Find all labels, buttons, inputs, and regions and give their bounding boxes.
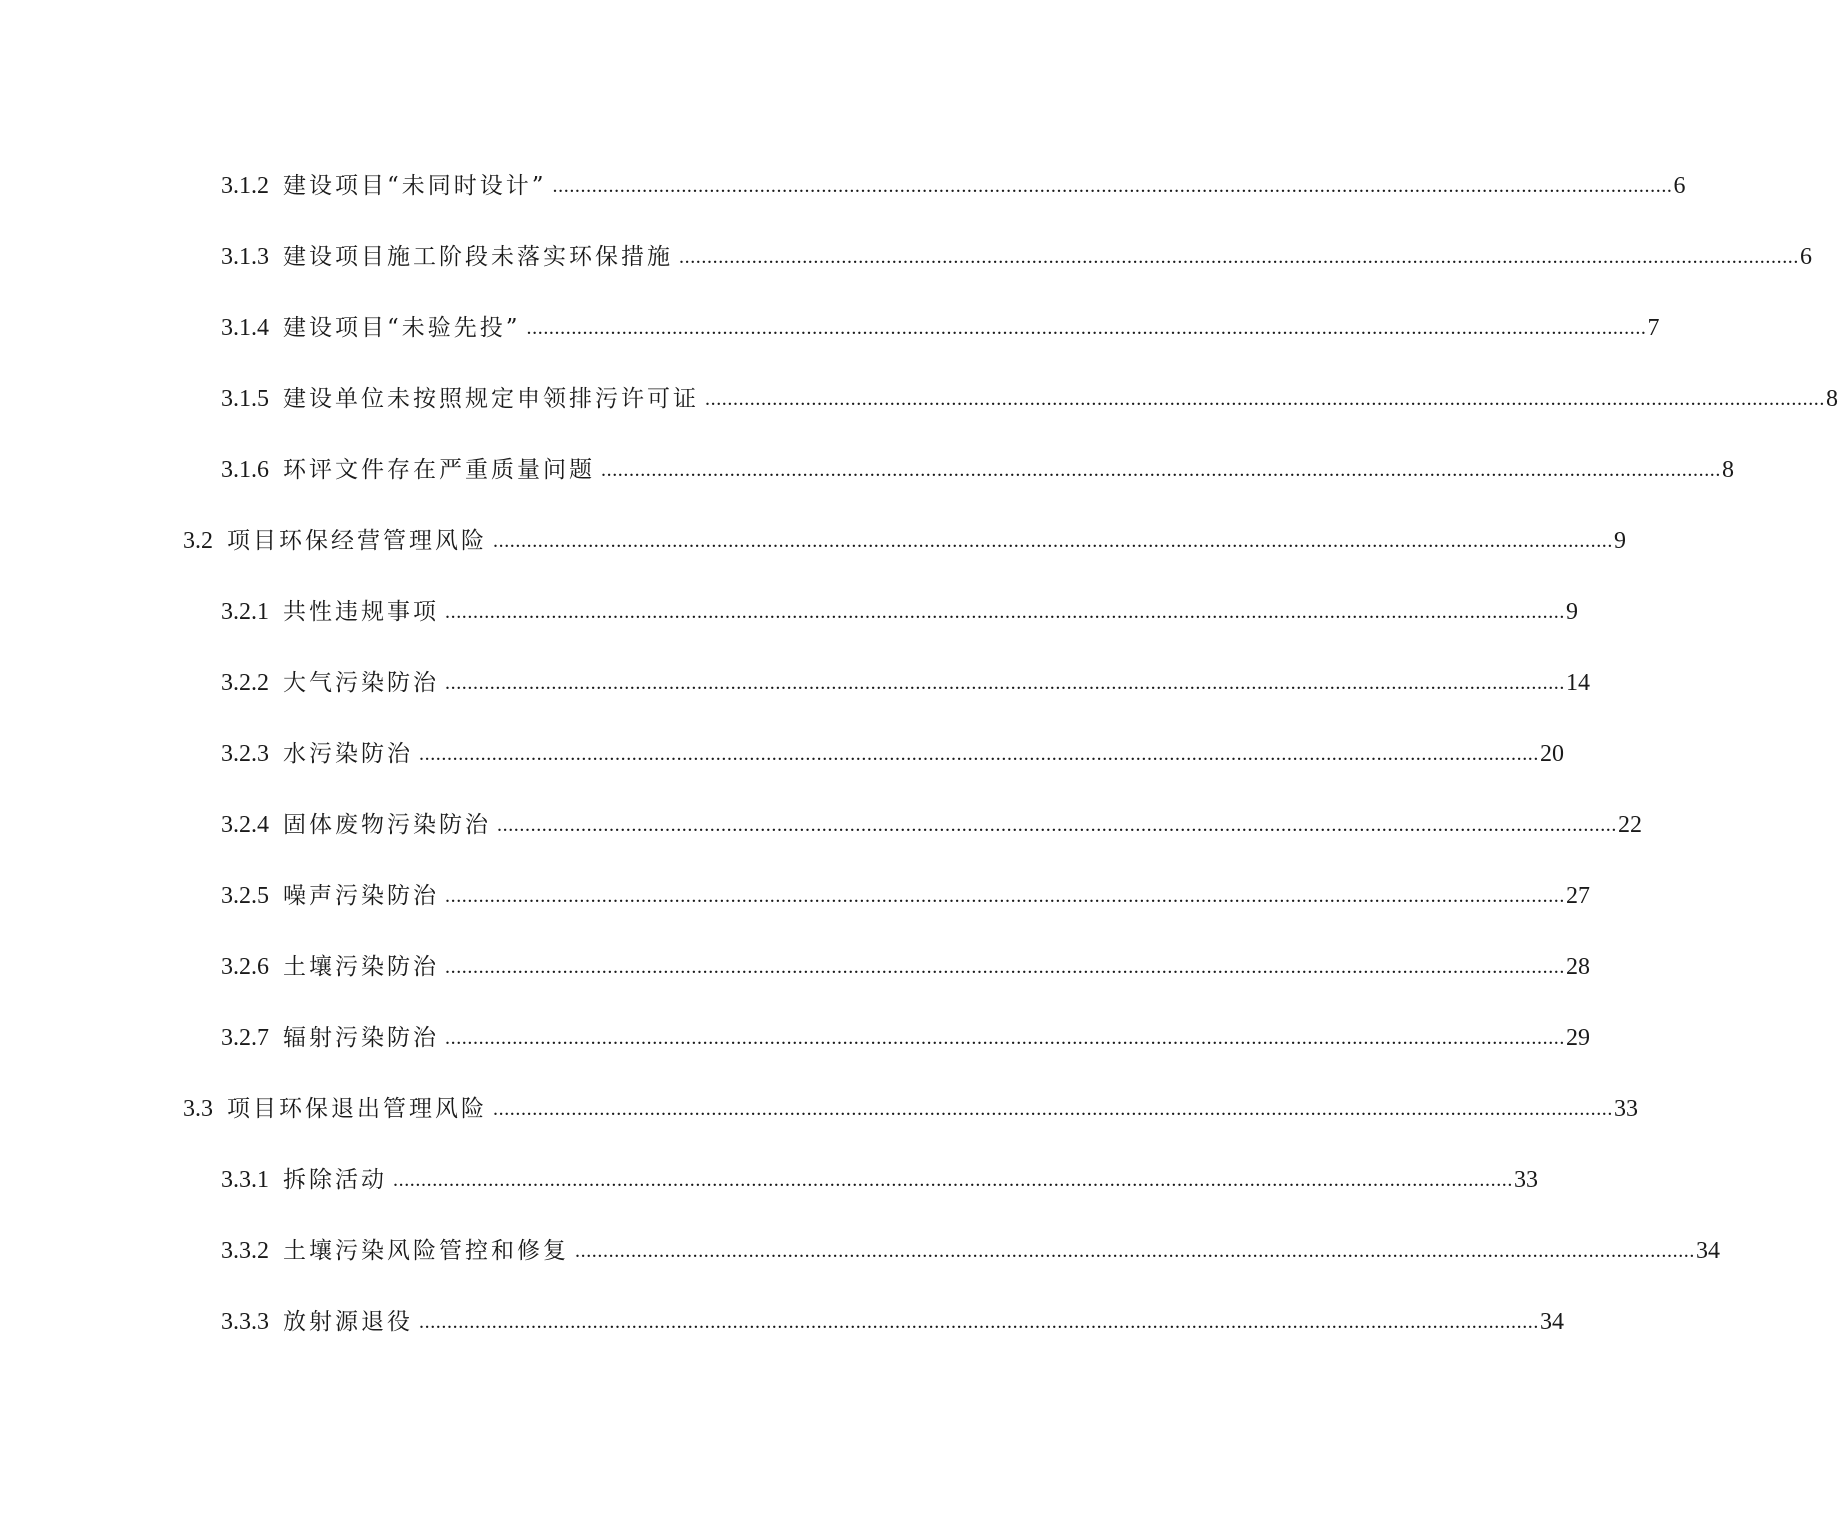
dot-leader: ........................................................................................................................................................................................................ — [445, 956, 1565, 978]
toc-entry[interactable] — [221, 1012, 1590, 1052]
dot-leader: ........................................................................................................................................................................................................ — [445, 1027, 1565, 1049]
dot-leader: ........................................................................................................................................................................................................ — [493, 530, 1613, 552]
toc-entry-number: 3.2.5 — [221, 883, 269, 909]
toc-entry-page: 7 — [1647, 315, 1660, 341]
toc-entry-number: 3.2.4 — [221, 812, 269, 838]
toc-entry-page: 6 — [1800, 244, 1812, 270]
toc-entry-page: 29 — [1566, 1025, 1590, 1051]
toc-entry-title: 建设单位未按照规定申领排污许可证 — [283, 386, 699, 412]
toc-entry[interactable] — [221, 870, 1590, 910]
toc-entry-title: 项目环保经营管理风险 — [227, 528, 487, 554]
toc-entry-title: 固体废物污染防治 — [283, 812, 491, 838]
dot-leader: ........................................................................................................................................................................................................ — [526, 317, 1647, 339]
dot-leader: ........................................................................................................................................................................................................ — [601, 459, 1721, 481]
toc-entry-title: 建设项目“未同时设计” — [283, 173, 547, 199]
toc-entry[interactable] — [221, 373, 1838, 413]
toc-entry[interactable] — [221, 444, 1734, 484]
dot-leader: ........................................................................................................................................................................................................ — [445, 672, 1565, 694]
toc-entry-page: 14 — [1566, 670, 1590, 696]
toc-entry-number: 3.2.6 — [221, 954, 269, 980]
toc-entry-page: 20 — [1540, 741, 1564, 767]
toc-entry[interactable] — [221, 160, 1686, 200]
toc-entry-title: 项目环保退出管理风险 — [227, 1096, 487, 1122]
toc-entry[interactable] — [183, 1083, 1638, 1123]
toc-entry-title: 大气污染防治 — [283, 670, 439, 696]
toc-entry-title: 建设项目施工阶段未落实环保措施 — [283, 244, 673, 270]
toc-entry-number: 3.3.3 — [221, 1309, 269, 1335]
toc-entry[interactable] — [221, 1225, 1720, 1265]
toc-entry[interactable] — [221, 1154, 1538, 1194]
toc-entry-page: 9 — [1566, 599, 1578, 625]
toc-entry-page: 33 — [1614, 1096, 1638, 1122]
toc-entry[interactable] — [221, 728, 1564, 768]
toc-entry-page: 34 — [1696, 1238, 1720, 1264]
toc-entry-number: 3.1.4 — [221, 315, 269, 341]
dot-leader: ........................................................................................................................................................................................................ — [575, 1240, 1695, 1262]
toc-entry-number: 3.2.2 — [221, 670, 269, 696]
toc-entry-page: 8 — [1826, 386, 1838, 412]
toc-entry-title: 土壤污染风险管控和修复 — [283, 1238, 569, 1264]
dot-leader: ........................................................................................................................................................................................................ — [493, 1098, 1613, 1120]
dot-leader: ........................................................................................................................................................................................................ — [705, 388, 1825, 410]
toc-entry-page: 9 — [1614, 528, 1626, 554]
dot-leader: ........................................................................................................................................................................................................ — [393, 1169, 1513, 1191]
dot-leader: ........................................................................................................................................................................................................ — [419, 1311, 1539, 1333]
toc-entry-number: 3.1.3 — [221, 244, 269, 270]
toc-entry-number: 3.1.5 — [221, 386, 269, 412]
toc-entry[interactable] — [221, 941, 1590, 981]
dot-leader: ........................................................................................................................................................................................................ — [445, 885, 1565, 907]
toc-entry-page: 22 — [1618, 812, 1642, 838]
toc-entry-page: 34 — [1540, 1309, 1564, 1335]
toc-entry[interactable] — [221, 231, 1812, 271]
toc-entry-number: 3.3 — [183, 1096, 213, 1122]
toc-entry-number: 3.1.2 — [221, 173, 269, 199]
dot-leader: ........................................................................................................................................................................................................ — [419, 743, 1539, 765]
toc-entry[interactable] — [221, 302, 1660, 342]
dot-leader: ........................................................................................................................................................................................................ — [445, 601, 1565, 623]
toc-entry-title: 建设项目“未验先投” — [283, 315, 521, 341]
toc-entry-number: 3.3.2 — [221, 1238, 269, 1264]
toc-entry-page: 6 — [1673, 173, 1686, 199]
toc-entry-number: 3.1.6 — [221, 457, 269, 483]
toc-entry[interactable] — [221, 799, 1642, 839]
toc-entry-title: 共性违规事项 — [283, 599, 439, 625]
toc-entry-page: 8 — [1722, 457, 1734, 483]
toc-entry[interactable] — [183, 515, 1626, 555]
toc-entry[interactable] — [221, 586, 1578, 626]
toc-entry-number: 3.2.3 — [221, 741, 269, 767]
dot-leader: ........................................................................................................................................................................................................ — [552, 175, 1673, 197]
toc-entry-title: 放射源退役 — [283, 1309, 413, 1335]
toc-entry-title: 噪声污染防治 — [283, 883, 439, 909]
dot-leader: ........................................................................................................................................................................................................ — [679, 246, 1799, 268]
toc-entry-number: 3.2.1 — [221, 599, 269, 625]
toc-entry-number: 3.2 — [183, 528, 213, 554]
toc-entry-title: 环评文件存在严重质量问题 — [283, 457, 595, 483]
toc-entry-page: 27 — [1566, 883, 1590, 909]
dot-leader: ........................................................................................................................................................................................................ — [497, 814, 1617, 836]
toc-entry[interactable] — [221, 1296, 1564, 1336]
toc-entry-number: 3.2.7 — [221, 1025, 269, 1051]
toc-entry[interactable] — [221, 657, 1590, 697]
toc-entry-title: 辐射污染防治 — [283, 1025, 439, 1051]
toc-entry-page: 28 — [1566, 954, 1590, 980]
toc-entry-page: 33 — [1514, 1167, 1538, 1193]
toc-entry-title: 拆除活动 — [283, 1167, 387, 1193]
toc-entry-number: 3.3.1 — [221, 1167, 269, 1193]
toc-entry-title: 土壤污染防治 — [283, 954, 439, 980]
toc-entry-title: 水污染防治 — [283, 741, 413, 767]
